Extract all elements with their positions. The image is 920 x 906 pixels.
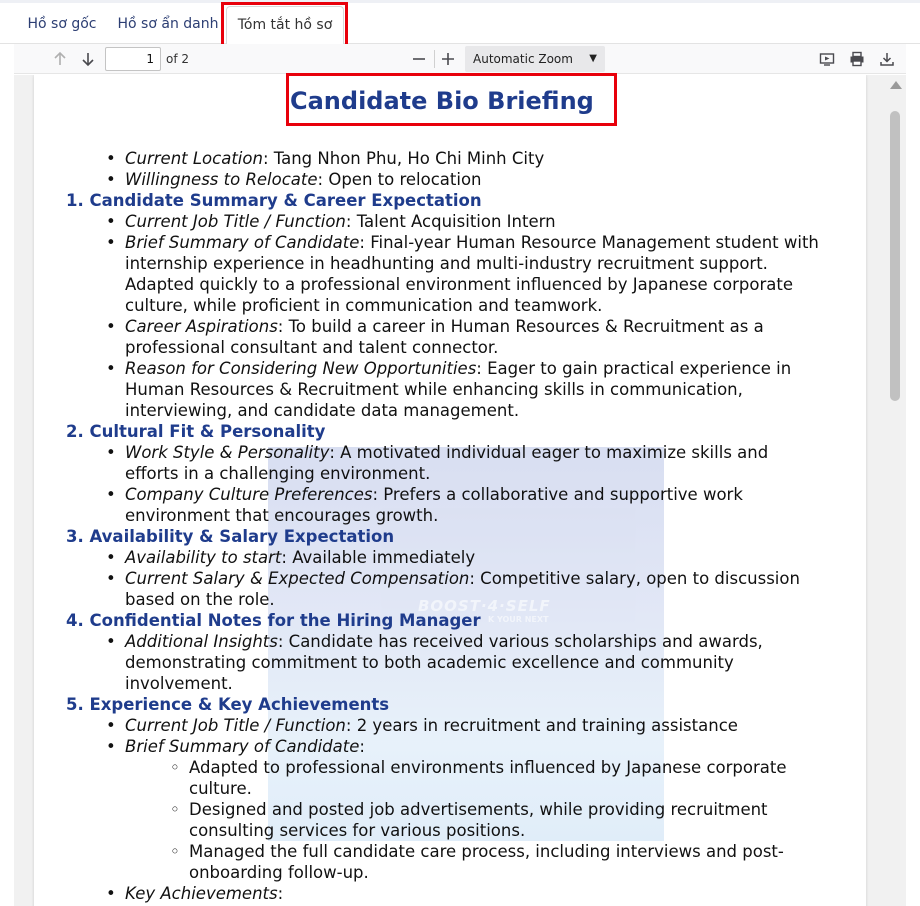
list-item: Brief Summary of Candidate: (125, 737, 365, 756)
bullet-dot: • (106, 233, 116, 252)
list-item-continuation: interviewing, and candidate data management. (125, 401, 520, 420)
top-divider (0, 0, 920, 3)
download-icon[interactable] (875, 48, 899, 70)
page-total-label: of 2 (166, 52, 190, 66)
zoom-select[interactable] (465, 46, 605, 72)
zoom-out-icon[interactable] (407, 48, 431, 70)
toolbar-divider (434, 50, 435, 68)
tab-bar (0, 0, 920, 44)
bullet-dot: • (106, 569, 116, 588)
bullet-dot: • (106, 149, 116, 168)
bullet-dot: • (106, 212, 116, 231)
list-item-continuation: professional consultant and talent connector. (125, 338, 499, 357)
vertical-scrollbar[interactable] (884, 75, 906, 906)
list-item: Current Salary & Expected Compensation: Competitive salary, open to discussion (125, 569, 800, 588)
presentation-mode-icon[interactable] (815, 48, 839, 70)
print-icon[interactable] (845, 48, 869, 70)
zoom-in-icon[interactable] (436, 48, 460, 70)
scroll-up-arrow-icon[interactable] (890, 81, 902, 89)
tab-anonymous-profile[interactable]: Hồ sơ ẩn danh (117, 16, 219, 32)
document-title: Candidate Bio Briefing (290, 87, 594, 115)
section-heading: 3. Availability & Salary Expectation (66, 527, 395, 546)
chevron-down-icon: ▼ (589, 53, 597, 64)
list-item: Current Job Title / Function: 2 years in recruitment and training assistance (125, 716, 738, 735)
list-item-continuation: demonstrating commitment to both academic excellence and community (125, 653, 734, 672)
sub-list-item-continuation: culture. (189, 779, 252, 798)
arrow-down-icon[interactable] (76, 48, 100, 70)
page-number-input[interactable] (105, 47, 161, 71)
scrollbar-thumb[interactable] (890, 111, 900, 401)
list-item: Current Location: Tang Nhon Phu, Ho Chi Minh City (125, 149, 545, 168)
list-item-continuation: culture, while proficient in communication and teamwork. (125, 296, 603, 315)
list-item-continuation: based on the role. (125, 590, 275, 609)
list-item: Brief Summary of Candidate: Final-year Human Resource Management student with (125, 233, 819, 252)
bullet-dot: • (106, 884, 116, 903)
list-item: Key Achievements: (125, 884, 284, 903)
section-heading: 4. Confidential Notes for the Hiring Manager (66, 611, 481, 630)
list-item-continuation: Human Resources & Recruitment while enhancing skills in communication, (125, 380, 743, 399)
pdf-viewer[interactable] (14, 75, 906, 906)
list-item-continuation: environment that encourages growth. (125, 506, 439, 525)
list-item: Additional Insights: Candidate has received various scholarships and awards, (125, 632, 763, 651)
list-item: Reason for Considering New Opportunities: Eager to gain practical experience in (125, 359, 792, 378)
list-item: Company Culture Preferences: Prefers a collaborative and supportive work (125, 485, 743, 504)
section-heading: 1. Candidate Summary & Career Expectation (66, 191, 482, 210)
bullet-dot: • (106, 170, 116, 189)
bullet-dot: • (106, 317, 116, 336)
bullet-dot: • (106, 548, 116, 567)
bullet-dot: • (106, 443, 116, 462)
list-item-continuation: involvement. (125, 674, 233, 693)
sub-list-item: Adapted to professional environments influenced by Japanese corporate (189, 758, 787, 777)
list-item: Availability to start: Available immediately (125, 548, 476, 567)
sub-list-item: Managed the full candidate care process, including interviews and post- (189, 842, 784, 861)
bullet-dot: • (106, 485, 116, 504)
sub-list-item: Designed and posted job advertisements, while providing recruitment (189, 800, 768, 819)
pdf-toolbar (14, 44, 906, 74)
sub-list-item-continuation: consulting services for various positions. (189, 821, 526, 840)
sub-bullet-circle: ◦ (170, 800, 180, 819)
list-item: Current Job Title / Function: Talent Acquisition Intern (125, 212, 556, 231)
sub-list-item-continuation: onboarding follow-up. (189, 863, 369, 882)
list-item-continuation: internship experience in headhunting and multi-industry recruitment support. (125, 254, 768, 273)
watermark-logo-text: BOOST·4·SELF (418, 597, 551, 615)
list-item-continuation: efforts in a challenging environment. (125, 464, 431, 483)
zoom-value: Automatic Zoom (473, 52, 573, 66)
bullet-dot: • (106, 359, 116, 378)
list-item: Career Aspirations: To build a career in Human Resources & Recruitment as a (125, 317, 764, 336)
sub-bullet-circle: ◦ (170, 758, 180, 777)
section-heading: 5. Experience & Key Achievements (66, 695, 390, 714)
section-heading: 2. Cultural Fit & Personality (66, 422, 326, 441)
bullet-dot: • (106, 716, 116, 735)
tab-original-profile[interactable]: Hồ sơ gốc (27, 16, 97, 32)
list-item: Work Style & Personality: A motivated individual eager to maximize skills and (125, 443, 769, 462)
sub-bullet-circle: ◦ (170, 842, 180, 861)
list-item-continuation: Adapted quickly to a professional environment influenced by Japanese corporate (125, 275, 793, 294)
bullet-dot: • (106, 737, 116, 756)
pdf-page (34, 75, 866, 906)
list-item: Willingness to Relocate: Open to relocation (125, 170, 482, 189)
arrow-up-icon[interactable] (48, 48, 72, 70)
watermark-tagline: K YOUR NEXT (488, 615, 549, 624)
bullet-dot: • (106, 632, 116, 651)
tab-profile-summary[interactable]: Tóm tắt hồ sơ (226, 6, 344, 44)
